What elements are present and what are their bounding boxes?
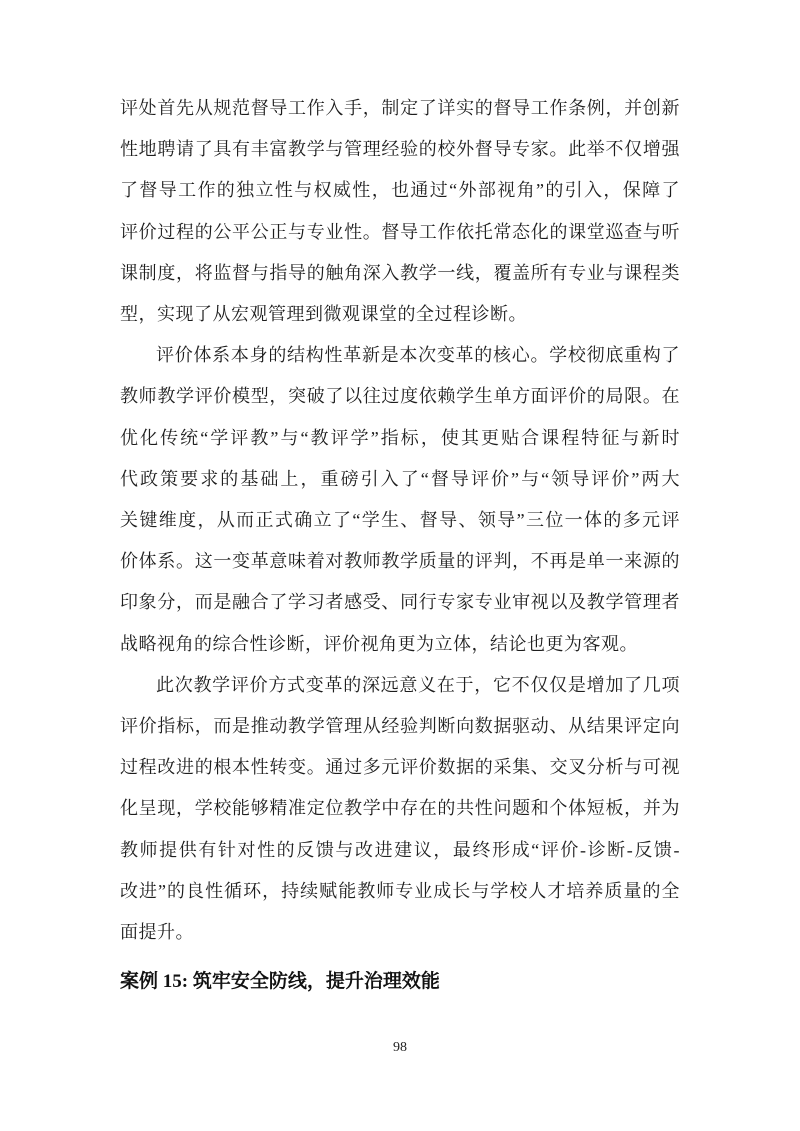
body-line: 面提升。 xyxy=(120,922,194,943)
body-line: 评价指标，而是推动教学管理从经验判断向数据驱动、从结果评定向 xyxy=(120,716,680,737)
page-number: 98 xyxy=(393,1040,407,1055)
body-line: 代政策要求的基础上，重磅引入了“督导评价”与“领导评价”两大 xyxy=(120,468,680,489)
paragraph xyxy=(120,665,680,953)
paragraph xyxy=(120,335,680,665)
body-line: 关键维度，从而正式确立了“学生、督导、领导”三位一体的多元评 xyxy=(120,510,680,531)
body-line: 价体系。这一变革意味着对教师教学质量的评判，不再是单一来源的 xyxy=(120,551,680,572)
body-line: 了督导工作的独立性与权威性，也通过“外部视角”的引入，保障了 xyxy=(120,180,680,201)
body-line: 印象分，而是融合了学习者感受、同行专家专业审视以及教学管理者 xyxy=(120,592,680,613)
body-line: 评处首先从规范督导工作入手，制定了详实的督导工作条例，并创新 xyxy=(120,98,680,118)
body-line: 性地聘请了具有丰富教学与管理经验的校外督导专家。此举不仅增强 xyxy=(120,139,680,160)
paragraph xyxy=(120,88,680,335)
section-heading: 案例 15: 筑牢安全防线，提升治理效能 xyxy=(120,971,440,993)
body-line: 此次教学评价方式变革的深远意义在于，它不仅仅是增加了几项 xyxy=(156,674,680,695)
body-line: 改进”的良性循环，持续赋能教师专业成长与学校人才培养质量的全 xyxy=(120,880,680,901)
body-text xyxy=(120,88,680,1002)
body-line: 化呈现，学校能够精准定位教学中存在的共性问题和个体短板，并为 xyxy=(120,798,680,819)
body-line: 战略视角的综合性诊断，评价视角更为立体，结论也更为客观。 xyxy=(120,633,638,654)
body-line: 优化传统“学评教”与“教评学”指标，使其更贴合课程特征与新时 xyxy=(120,427,680,448)
body-line: 教师提供有针对性的反馈与改进建议，最终形成“评价-诊断-反馈- xyxy=(120,839,680,860)
body-line: 过程改进的根本性转变。通过多元评价数据的采集、交叉分析与可视 xyxy=(120,757,680,778)
body-line: 评价体系本身的结构性革新是本次变革的核心。学校彻底重构了 xyxy=(156,345,680,366)
body-line: 型，实现了从宏观管理到微观课堂的全过程诊断。 xyxy=(120,304,527,325)
body-line: 评价过程的公平公正与专业性。督导工作依托常态化的课堂巡查与听 xyxy=(120,221,680,242)
body-line: 教师教学评价模型，突破了以往过度依赖学生单方面评价的局限。在 xyxy=(120,386,680,407)
body-line: 课制度，将监督与指导的触角深入教学一线，覆盖所有专业与课程类 xyxy=(120,262,680,283)
